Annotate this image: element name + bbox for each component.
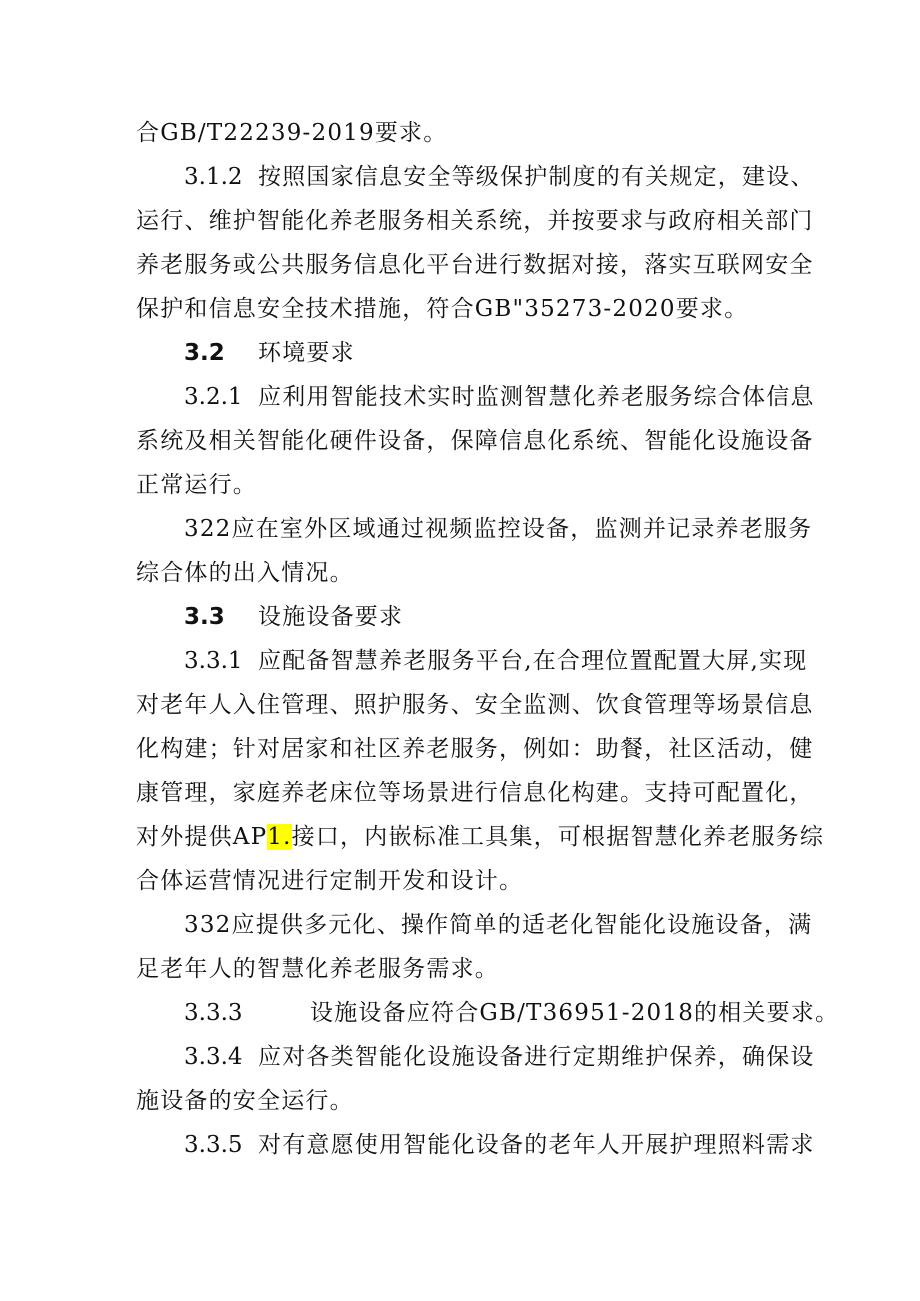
section-title: 设施设备要求	[258, 604, 404, 630]
clause-3-2-1: 3.2.1 应利用智能技术实时监测智慧化养老服务综合体信息	[184, 384, 815, 410]
text-line: 系统及相关智能化硬件设备，保障信息化系统、智能化设施设备	[136, 428, 814, 454]
text-line: 综合体的出入情况。	[136, 560, 354, 586]
text-line: 对老年人入住管理、照护服务、安全监测、饮食管理等场景信息	[136, 692, 814, 718]
text-line: 正常运行。	[136, 472, 257, 498]
text-line: 施设备的安全运行。	[136, 1088, 354, 1114]
text-line: 康管理，家庭养老床位等场景进行信息化构建。支持可配置化，	[136, 780, 814, 806]
highlighted-text: 1.	[267, 824, 292, 850]
text-line: 养老服务或公共服务信息化平台进行数据对接，落实互联网安全	[136, 252, 814, 278]
text-line: 对外提供AP1.接口，内嵌标准工具集，可根据智慧化养老服务综	[136, 824, 825, 850]
text-line: 保护和信息安全技术措施，符合GB"35273-2020要求。	[136, 296, 749, 322]
clause-3-3-3: 3.3.3 设施设备应符合GB/T36951-2018的相关要求。	[184, 1000, 840, 1026]
clause-3-3-4: 3.3.4 应对各类智能化设施设备进行定期维护保养，确保设	[184, 1044, 815, 1070]
clause-3-3-2: 332应提供多元化、操作简单的适老化智能化设施设备，满	[184, 912, 813, 938]
clause-3-1-2: 3.1.2 按照国家信息安全等级保护制度的有关规定，建设、	[184, 164, 815, 190]
section-number: 3.2	[184, 340, 225, 366]
clause-number: 3.3.3	[184, 1000, 243, 1026]
clause-number: 3.2.1	[184, 384, 243, 410]
section-heading-3-2	[184, 338, 355, 368]
clause-number: 3.3.4	[184, 1044, 243, 1070]
clause-3-3-5: 3.3.5 对有意愿使用智能化设备的老年人开展护理照料需求	[184, 1132, 815, 1158]
text-line: 合体运营情况进行定制开发和设计。	[136, 868, 524, 894]
clause-3-2-2: 322应在室外区域通过视频监控设备，监测并记录养老服务	[184, 516, 813, 542]
text-line: 合GB/T22239-2019要求。	[136, 120, 448, 146]
section-title: 环境要求	[258, 340, 355, 366]
text-line: 运行、维护智能化养老服务相关系统，并按要求与政府相关部门	[136, 208, 814, 234]
clause-number: 3.3.1	[184, 648, 243, 674]
clause-number: 3.1.2	[184, 164, 243, 190]
section-number: 3.3	[184, 604, 225, 630]
text-line: 足老年人的智慧化养老服务需求。	[136, 956, 499, 982]
clause-3-3-1: 3.3.1 应配备智慧养老服务平台,在合理位置配置大屏,实现	[184, 648, 808, 674]
section-heading-3-3	[184, 602, 403, 632]
text-line: 化构建；针对居家和社区养老服务，例如：助餐，社区活动，健	[136, 736, 814, 762]
clause-number: 3.3.5	[184, 1132, 243, 1158]
